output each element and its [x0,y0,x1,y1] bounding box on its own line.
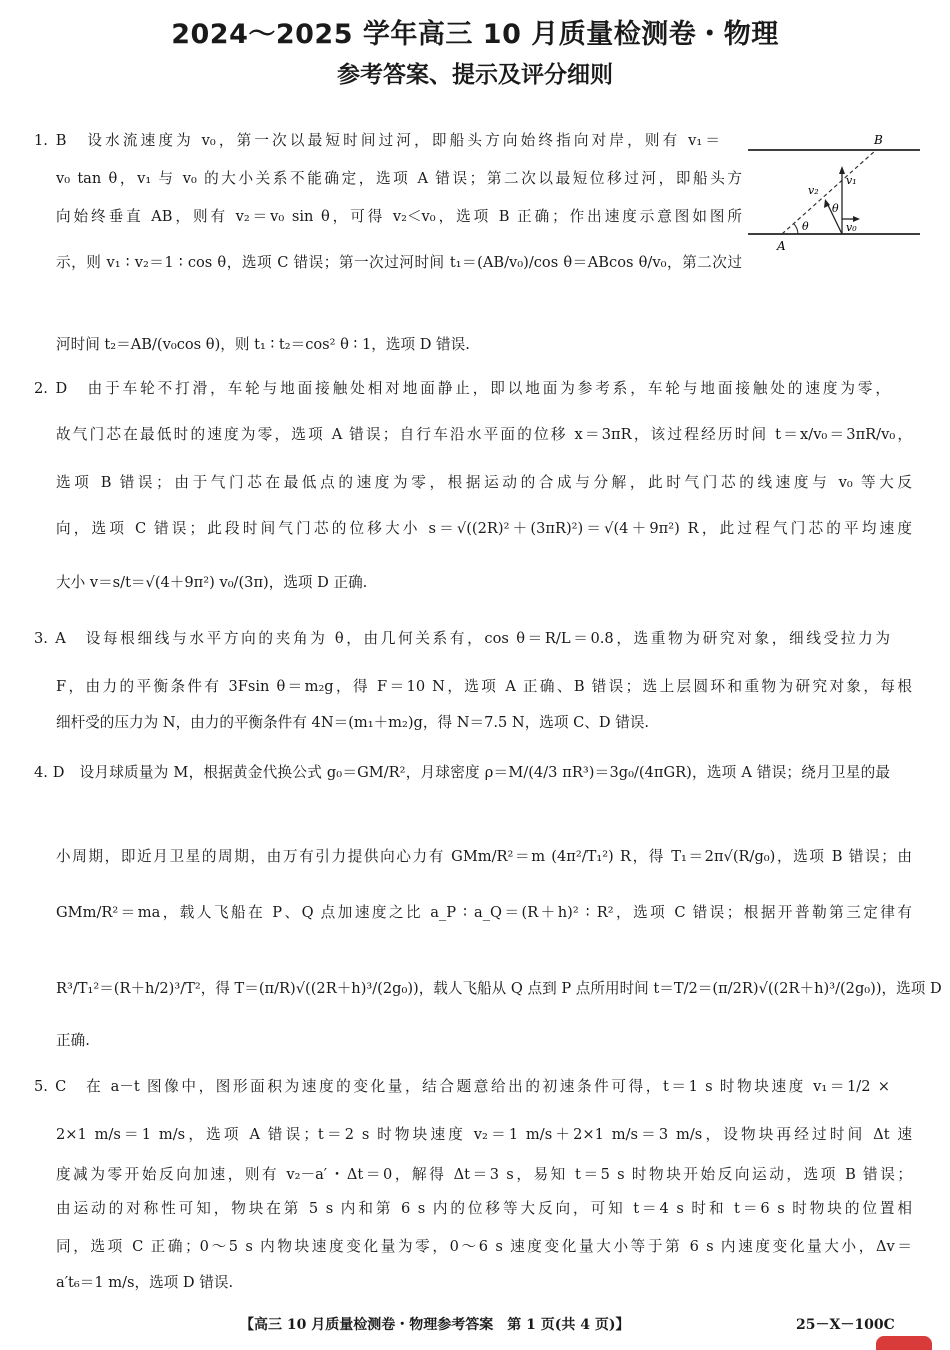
label-v2: v₂ [808,184,819,197]
page-subtitle: 参考答案、提示及评分细则 [337,62,613,88]
q2-line: 大小 v＝s/t＝√(4＋9π²) v₀/(3π)，选项 D 正确. [56,574,368,591]
theta-arc [794,224,798,234]
q2-line: 向，选项 C 错误；此段时间气门芯的位移大小 s＝√((2R)²＋(3πR)²)＝√(4＋9π²) R，此过程气门芯的平均速度 [56,520,912,537]
label-b: B [874,133,883,147]
label-theta-top: θ [832,202,839,215]
q4-line: 4. D 设月球质量为 M，根据黄金代换公式 g₀＝GM/R²，月球密度 ρ＝M/(4/3 πR³)＝3g₀/(4πGR)，选项 A 错误；绕月卫星的最 [34,764,890,781]
q2-line: 选项 B 错误；由于气门芯在最低点的速度为零，根据运动的合成与分解，此时气门芯的线速度与 v₀ 等大反 [56,474,912,491]
q4-line: 小周期，即近月卫星的周期，由万有引力提供向心力有 GMm/R²＝m (4π²/T₁²) R，得 T₁＝2π√(R/g₀)，选项 B 错误；由 [56,848,912,865]
q1-line: v₀ tan θ，v₁ 与 v₀ 的大小关系不能确定，选项 A 错误；第二次以最短位移过河，即船头方 [56,170,742,187]
q4-line: R³/T₁²＝(R＋h/2)³/T²，得 T＝(π/R)√((2R＋h)³/(2g₀))，载人飞船从 Q 点到 P 点所用时间 t＝T/2＝(π/2R)√((2R＋h)³/(2g₀))，选项 D [56,980,942,997]
label-v1: v₁ [846,174,857,187]
v1-arrowhead [839,166,845,174]
q3-line: 细杆受的压力为 N，由力的平衡条件有 4N＝(m₁＋m₂)g，得 N＝7.5 N，选项 C、D 错误. [56,714,650,731]
q5-line: 2×1 m/s＝1 m/s，选项 A 错误；t＝2 s 时物块速度 v₂＝1 m/s＋2×1 m/s＝3 m/s，设物块再经过时间 Δt 速 [56,1126,912,1143]
q5-line: 由运动的对称性可知，物块在第 5 s 内和第 6 s 内的位移等大反向，可知 t＝4 s 时和 t＝6 s 时物块的位置相 [56,1200,912,1217]
q1-line: 1. B 设水流速度为 v₀，第一次以最短时间过河，即船头方向始终指向对岸，则有 v₁＝ [34,132,720,149]
footer-page-info: 【高三 10 月质量检测卷・物理参考答案 第 1 页(共 4 页)】 [240,1317,630,1333]
footer-code: 25－X－100C [796,1317,895,1333]
q3-line: 3. A 设每根细线与水平方向的夹角为 θ，由几何关系有，cos θ＝R/L＝0.8，选重物为研究对象，细线受拉力为 [34,630,890,647]
q1-line: 向始终垂直 AB，则有 v₂＝v₀ sin θ，可得 v₂＜v₀，选项 B 正确；作出速度示意图如图所 [56,208,742,225]
q2-line: 故气门芯在最低时的速度为零，选项 A 错误；自行车沿水平面的位移 x＝3πR，该过程经历时间 t＝x/v₀＝3πR/v₀， [56,426,912,443]
q5-line: 同，选项 C 正确；0～5 s 内物块速度变化量为零，0～6 s 速度变化量大小等于第 6 s 内速度变化量大小，Δv＝ [56,1238,912,1255]
q5-line: a′t₆＝1 m/s，选项 D 错误. [56,1274,234,1291]
path-ab-line [782,150,876,234]
q1-line: 示，则 v₁ ∶ v₂＝1 ∶ cos θ，选项 C 错误；第一次过河时间 t₁＝(AB/v₀)/cos θ＝ABcos θ/v₀，第二次过 [56,254,742,271]
label-theta-bottom: θ [802,220,809,233]
velocity-diagram [742,128,922,258]
q5-line: 度减为零开始反向加速，则有 v₂－a′・Δt＝0，解得 Δt＝3 s，易知 t＝5 s 时物块开始反向运动，选项 B 错误； [56,1166,912,1183]
q5-line: 5. C 在 a－t 图像中，图形面积为速度的变化量，结合题意给出的初速条件可得，t＝1 s 时物块速度 v₁＝1/2 × [34,1078,890,1095]
q4-line: GMm/R²＝ma，载人飞船在 P、Q 点加速度之比 a_P ∶ a_Q＝(R＋h)² ∶ R²，选项 C 错误；根据开普勒第三定律有 [56,904,912,921]
label-a: A [777,239,786,253]
q2-line: 2. D 由于车轮不打滑，车轮与地面接触处相对地面静止，即以地面为参考系，车轮与地面接触处的速度为零， [34,380,890,397]
red-corner-mark [876,1336,932,1350]
q1-line: 河时间 t₂＝AB/(v₀cos θ)，则 t₁ ∶ t₂＝cos² θ ∶ 1，选项 D 错误. [56,336,470,353]
page-title: 2024～2025 学年高三 10 月质量检测卷・物理 [171,19,779,50]
label-v0: v₀ [846,221,857,234]
q3-line: F，由力的平衡条件有 3Fsin θ＝m₂g，得 F＝10 N，选项 A 正确、B 错误；选上层圆环和重物为研究对象，每根 [56,678,912,695]
q4-line: 正确. [56,1032,90,1049]
